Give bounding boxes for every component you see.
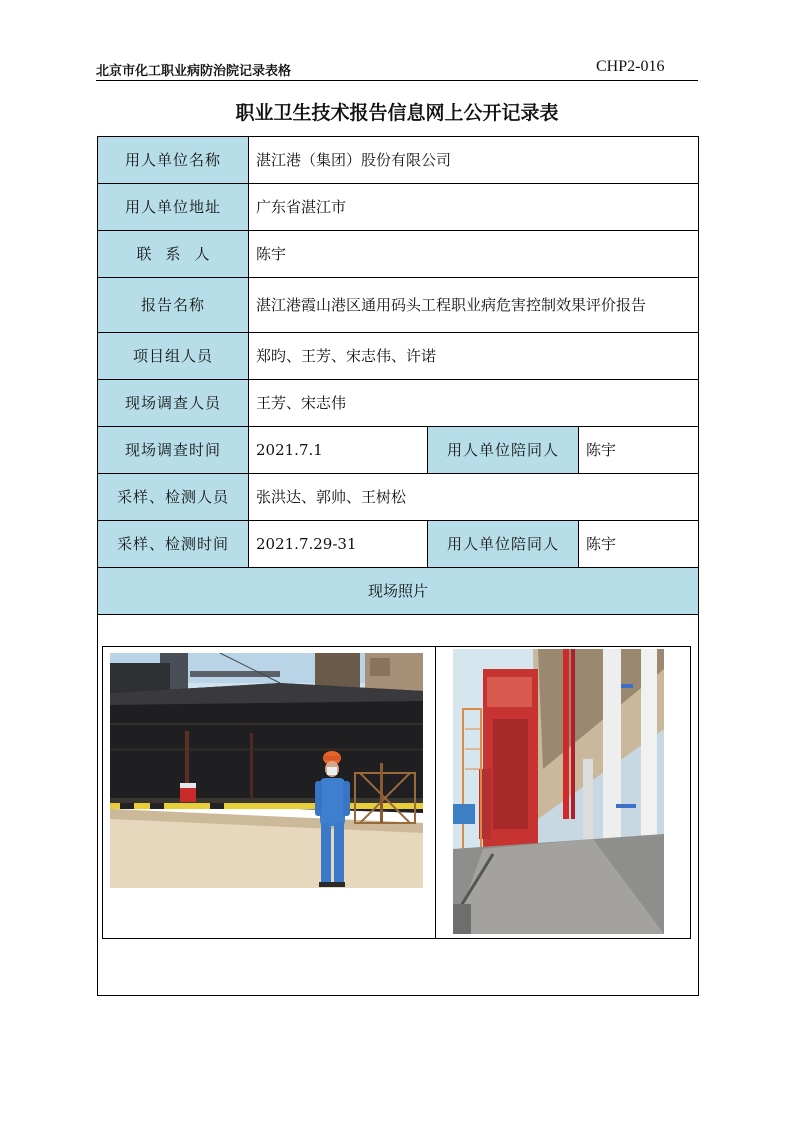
header-rule: [96, 80, 698, 81]
report-name-label: 报告名称: [98, 278, 249, 333]
survey-escort-value: 陈宇: [579, 427, 699, 474]
survey-staff-label: 现场调查人员: [98, 380, 249, 427]
employer-address-label: 用人单位地址: [98, 184, 249, 231]
row-report-name: [98, 278, 699, 333]
row-sampling-staff: [98, 474, 699, 521]
team-label: 项目组人员: [98, 333, 249, 380]
row-employer-address: [98, 184, 699, 231]
sampling-time-value: 2021.7.29-31: [249, 521, 428, 568]
contact-label: 联系人: [98, 231, 249, 278]
employer-name-value: 湛江港（集团）股份有限公司: [249, 137, 699, 184]
photos-frame: [102, 646, 691, 939]
employer-address-value: 广东省湛江市: [249, 184, 699, 231]
survey-time-value: 2021.7.1: [249, 427, 428, 474]
row-photos-header: [98, 568, 699, 615]
photos-divider: [435, 647, 436, 938]
record-table: [97, 136, 699, 996]
row-survey-staff: [98, 380, 699, 427]
row-contact: [98, 231, 699, 278]
contact-value: 陈宇: [249, 231, 699, 278]
survey-time-label: 现场调查时间: [98, 427, 249, 474]
report-name-value: 湛江港霞山港区通用码头工程职业病危害控制效果评价报告: [249, 278, 699, 333]
document-title: 职业卫生技术报告信息网上公开记录表: [235, 102, 559, 124]
site-photo-conveyor-pier: [453, 649, 664, 934]
sampling-time-label: 采样、检测时间: [98, 521, 249, 568]
team-value: 郑昀、王芳、宋志伟、许诺: [249, 333, 699, 380]
photos-section-label: 现场照片: [98, 568, 699, 615]
header-org: 北京市化工职业病防治院记录表格: [96, 64, 292, 79]
survey-staff-value: 王芳、宋志伟: [249, 380, 699, 427]
photos-cell: [98, 615, 699, 996]
site-photo-ship-worker: [110, 653, 423, 888]
row-photos: [98, 615, 699, 996]
survey-escort-label: 用人单位陪同人: [428, 427, 579, 474]
sampling-escort-label: 用人单位陪同人: [428, 521, 579, 568]
sampling-staff-value: 张洪达、郭帅、王树松: [249, 474, 699, 521]
row-sampling-time: [98, 521, 699, 568]
sampling-escort-value: 陈宇: [579, 521, 699, 568]
sampling-staff-label: 采样、检测人员: [98, 474, 249, 521]
header-code: CHP2-016: [596, 58, 665, 75]
row-employer-name: [98, 137, 699, 184]
employer-name-label: 用人单位名称: [98, 137, 249, 184]
row-team: [98, 333, 699, 380]
row-survey-time: [98, 427, 699, 474]
